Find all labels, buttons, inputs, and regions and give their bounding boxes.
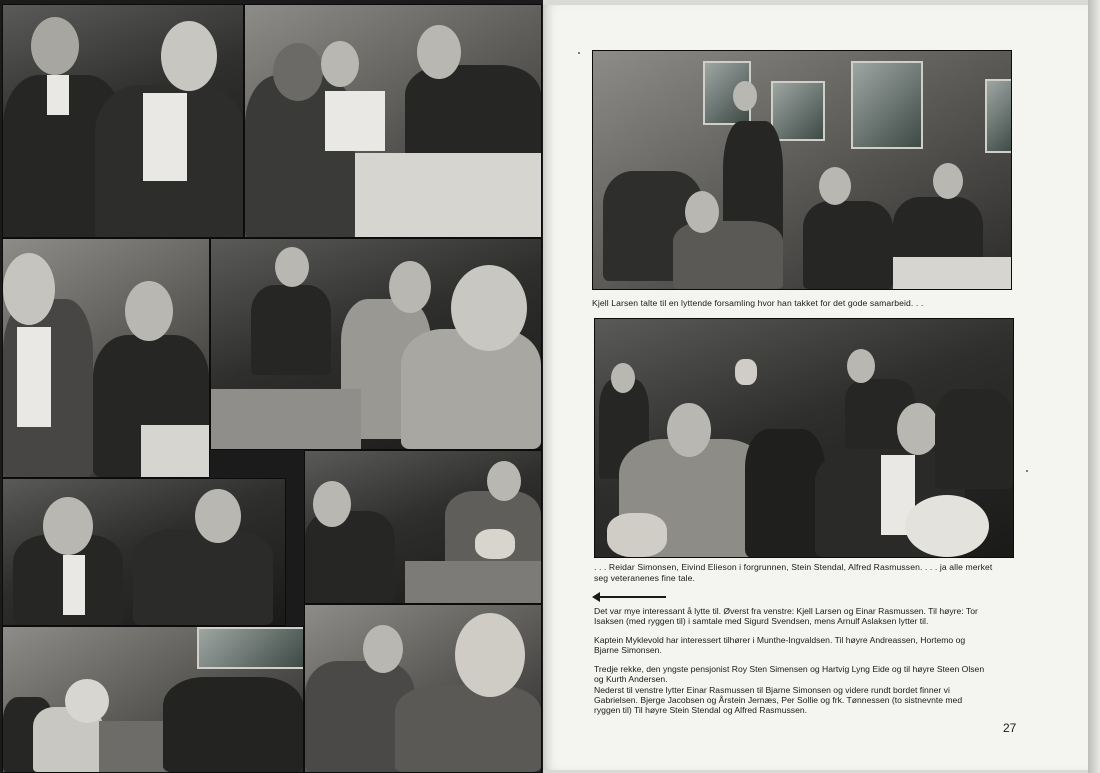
photo-einar-rasmussen-bjarne-simonsen — [2, 626, 304, 773]
paragraph-3-line-1: Tredje rekke, den yngste pensjonist Roy Sten Simensen og Hartvig Lyng Eide og til høyre Steen Olsen — [594, 664, 985, 674]
caption-middle-line-1: . . . Reidar Simonsen, Eivind Elieson i forgrunnen, Stein Stendal, Alfred Rasmussen. . . . ja alle merket — [594, 562, 993, 572]
photo-reidar-simonsen-eivind-elieson — [594, 318, 1014, 558]
photo-kaptein-myklevold — [2, 238, 210, 478]
paragraph-3 — [594, 664, 1024, 715]
page-number: 27 — [1003, 721, 1017, 735]
photo-roy-sten-simensen-hartvig-lyng-eide — [2, 478, 286, 626]
photo-steen-olsen-kurth-andersen — [304, 450, 542, 604]
caption-middle-line-2: seg veteranenes fine tale. — [594, 573, 696, 583]
caption-top: Kjell Larsen talte til en lyttende forsamling hvor han takket for det gode samarbeid. . . — [592, 298, 924, 308]
paragraph-2-line-2: Bjarne Simonsen. — [594, 645, 662, 656]
speck — [578, 52, 580, 54]
page-edge — [1088, 0, 1100, 773]
paragraph-3-line-3: Nederst til venstre lytter Einar Rasmussen til Bjarne Simonsen og videre rundt bordet finner vi — [594, 684, 950, 695]
paragraph-3-line-4: Gabrielsen. Bjerge Jacobsen og Årstein Jernæs, Per Sollie og frk. Tønnessen (to sistnevnte med — [594, 694, 963, 705]
photo-andreassen-hortemo-simonsen — [210, 238, 542, 450]
photo-kjell-larsen-speech — [592, 50, 1012, 290]
photo-kjell-larsen-einar-rasmussen — [2, 4, 244, 238]
paragraph-2 — [594, 635, 1024, 656]
paragraph-3-line-2: og Kurth Andersen. — [594, 674, 668, 685]
paragraph-3-line-5: ryggen til) Til høyre Stein Stendal og Alfred Rasmussen. — [594, 705, 808, 716]
paragraph-1 — [594, 606, 1024, 627]
paragraph-1-line-2: Isaksen (med ryggen til) i samtale med Sigurd Svendsen, mens Arnulf Aslaksen lytter til. — [594, 616, 929, 627]
left-page-photo-collage — [0, 0, 543, 773]
photo-tor-isaksen-sigurd-svendsen — [244, 4, 542, 238]
photo-stein-stendal-alfred-rasmussen — [304, 604, 542, 773]
paragraph-2-line-1: Kaptein Myklevold har interessert tilhører i Munthe-Ingvaldsen. Til høyre Andreassen, Hortemo og — [594, 635, 966, 645]
paragraph-1-line-1: Det var mye interessant å lytte til. Øverst fra venstre: Kjell Larsen og Einar Rasmussen. Til høyre: Tor — [594, 606, 978, 616]
speck — [1026, 470, 1028, 472]
left-arrow-icon — [594, 596, 666, 598]
